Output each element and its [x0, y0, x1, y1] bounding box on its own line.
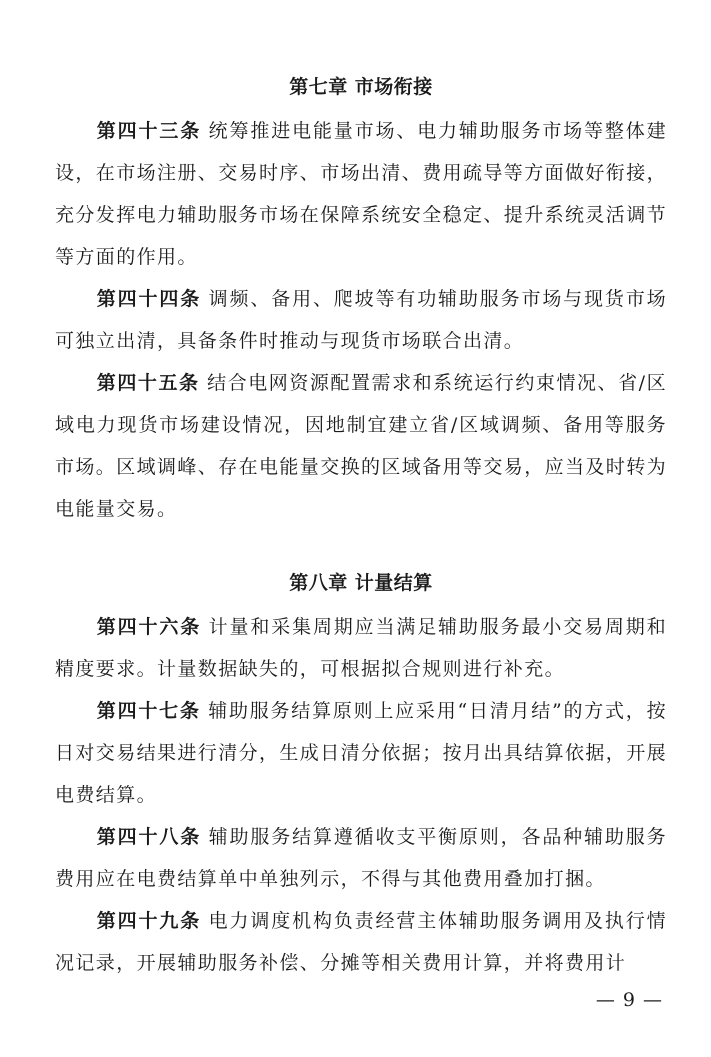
article-48-label: 第四十八条: [96, 826, 202, 848]
article-44-label: 第四十四条: [96, 288, 202, 310]
article-43-text: 统筹推进电能量市场、电力辅助服务市场等整体建设，在市场注册、交易时序、市场出清、费用疏导等方面做好衔接，充分发挥电力辅助服务市场在保障系统安全稳定、提升系统灵活调节等方面的作用。: [55, 120, 668, 268]
article-48: [55, 816, 667, 900]
article-46: [55, 606, 667, 690]
article-47: [55, 690, 667, 816]
article-44-text: 调频、备用、爬坡等有功辅助服务市场与现货市场可独立出清，具备条件时推动与现货市场联合出清。: [55, 288, 667, 352]
article-45-text: 结合电网资源配置需求和系统运行约束情况、省/区域电力现货市场建设情况，因地制宜建立省/区域调频、备用等服务市场。区域调峰、存在电能量交换的区域备用等交易，应当及时转为电能量交易。: [55, 372, 668, 520]
article-43: [55, 110, 667, 278]
page-number: — 9 —: [595, 989, 663, 1011]
article-47-label: 第四十七条: [96, 700, 201, 722]
article-44: [55, 278, 667, 362]
article-49: [55, 900, 667, 984]
article-47-text: 辅助服务结算原则上应采用“日清月结”的方式，按日对交易结果进行清分，生成日清分依据；按月出具结算依据，开展电费结算。: [55, 700, 668, 806]
article-46-text: 计量和采集周期应当满足辅助服务最小交易周期和精度要求。计量数据缺失的，可根据拟合规则进行补充。: [55, 616, 667, 680]
article-45-label: 第四十五条: [96, 372, 200, 394]
chapter-7-title: 第七章 市场衔接: [289, 76, 433, 98]
chapter-8-title: 第八章 计量结算: [289, 572, 433, 594]
article-45: [55, 362, 667, 530]
article-49-text: 电力调度机构负责经营主体辅助服务调用及执行情况记录，开展辅助服务补偿、分摊等相关费用计算，并将费用计: [55, 910, 667, 974]
article-43-label: 第四十三条: [96, 120, 202, 142]
article-46-label: 第四十六条: [96, 616, 202, 638]
article-48-text: 辅助服务结算遵循收支平衡原则，各品种辅助服务费用应在电费结算单中单独列示，不得与其他费用叠加打捆。: [55, 826, 667, 890]
article-49-label: 第四十九条: [96, 910, 202, 932]
